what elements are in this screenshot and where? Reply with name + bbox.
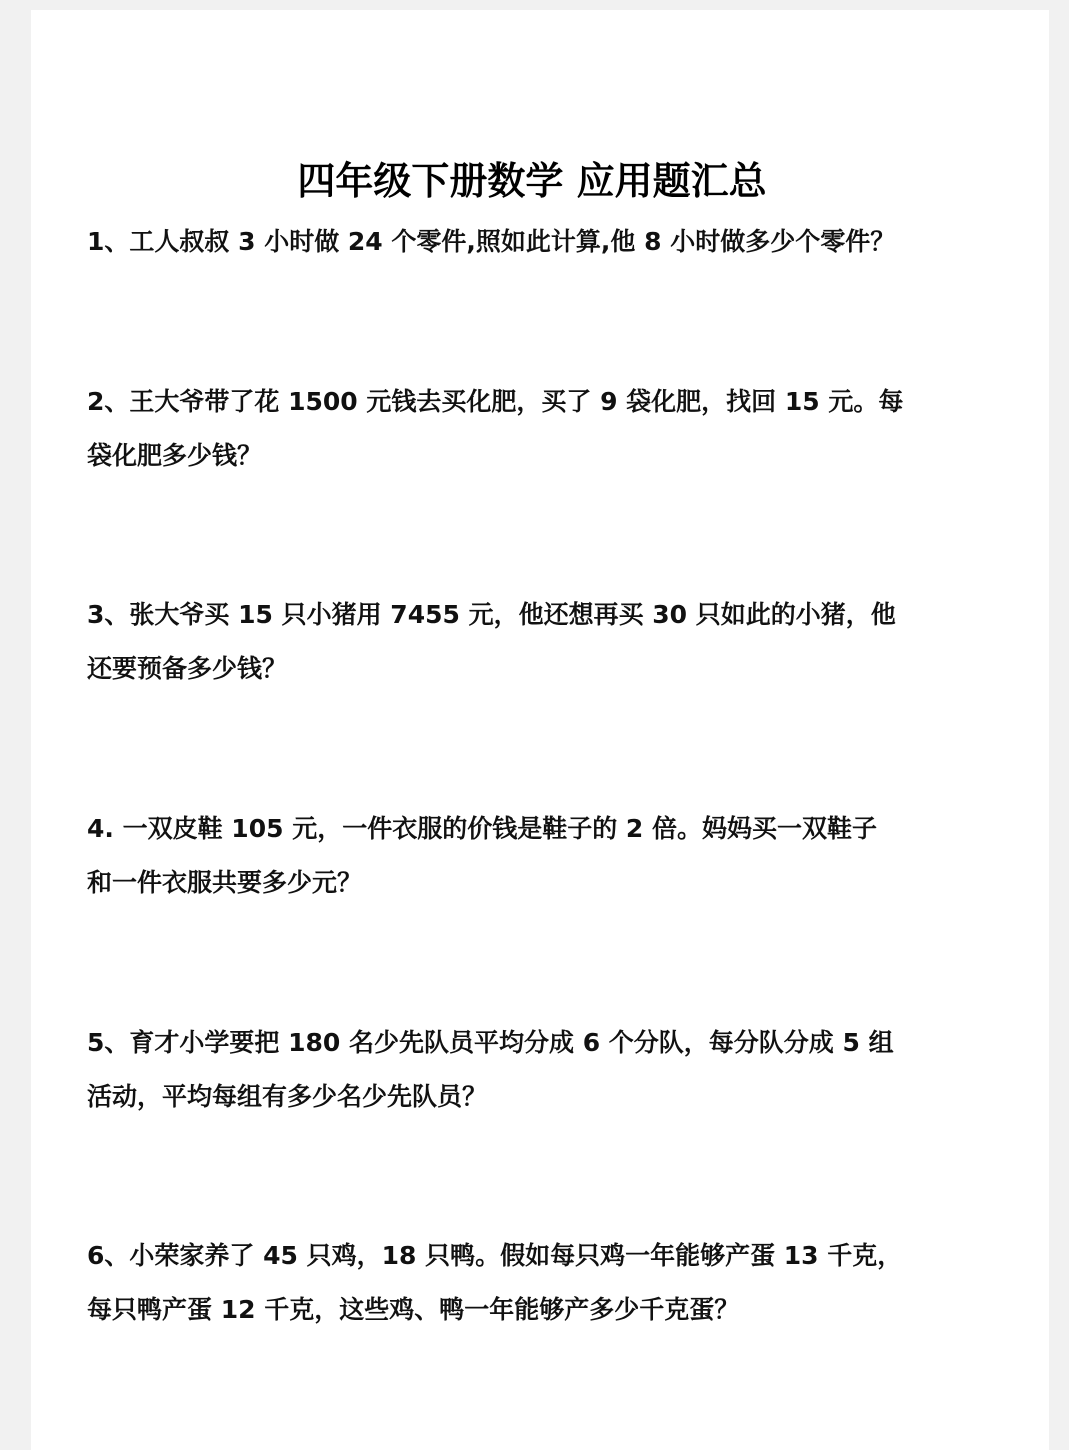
question-line: 6、小荣家养了 45 只鸡，18 只鸭。假如每只鸡一年能够产蛋 13 千克， bbox=[87, 1241, 903, 1270]
question-line: 2、王大爷带了花 1500 元钱去买化肥，买了 9 袋化肥，找回 15 元。每 bbox=[87, 387, 904, 416]
question-line: 1、工人叔叔 3 小时做 24 个零件,照如此计算,他 8 小时做多少个零件？ bbox=[87, 227, 896, 256]
question-line: 和一件衣服共要多少元？ bbox=[87, 868, 363, 897]
question-1 bbox=[87, 215, 947, 269]
question-line: 3、张大爷买 15 只小猪用 7455 元，他还想再买 30 只如此的小猪，他 bbox=[87, 600, 896, 629]
question-5 bbox=[87, 1016, 947, 1124]
document-title: 四年级下册数学 应用题汇总 bbox=[297, 159, 767, 203]
question-line: 袋化肥多少钱？ bbox=[87, 441, 263, 470]
question-line: 活动，平均每组有多少名少先队员？ bbox=[87, 1082, 488, 1111]
question-line: 还要预备多少钱？ bbox=[87, 654, 288, 683]
question-2 bbox=[87, 375, 947, 483]
question-3 bbox=[87, 588, 947, 696]
question-4 bbox=[87, 802, 947, 910]
question-6 bbox=[87, 1229, 947, 1337]
question-line: 5、育才小学要把 180 名少先队员平均分成 6 个分队，每分队分成 5 组 bbox=[87, 1028, 894, 1057]
question-line: 4. 一双皮鞋 105 元，一件衣服的价钱是鞋子的 2 倍。妈妈买一双鞋子 bbox=[87, 814, 877, 843]
question-line: 每只鸭产蛋 12 千克，这些鸡、鸭一年能够产多少千克蛋？ bbox=[87, 1295, 740, 1324]
